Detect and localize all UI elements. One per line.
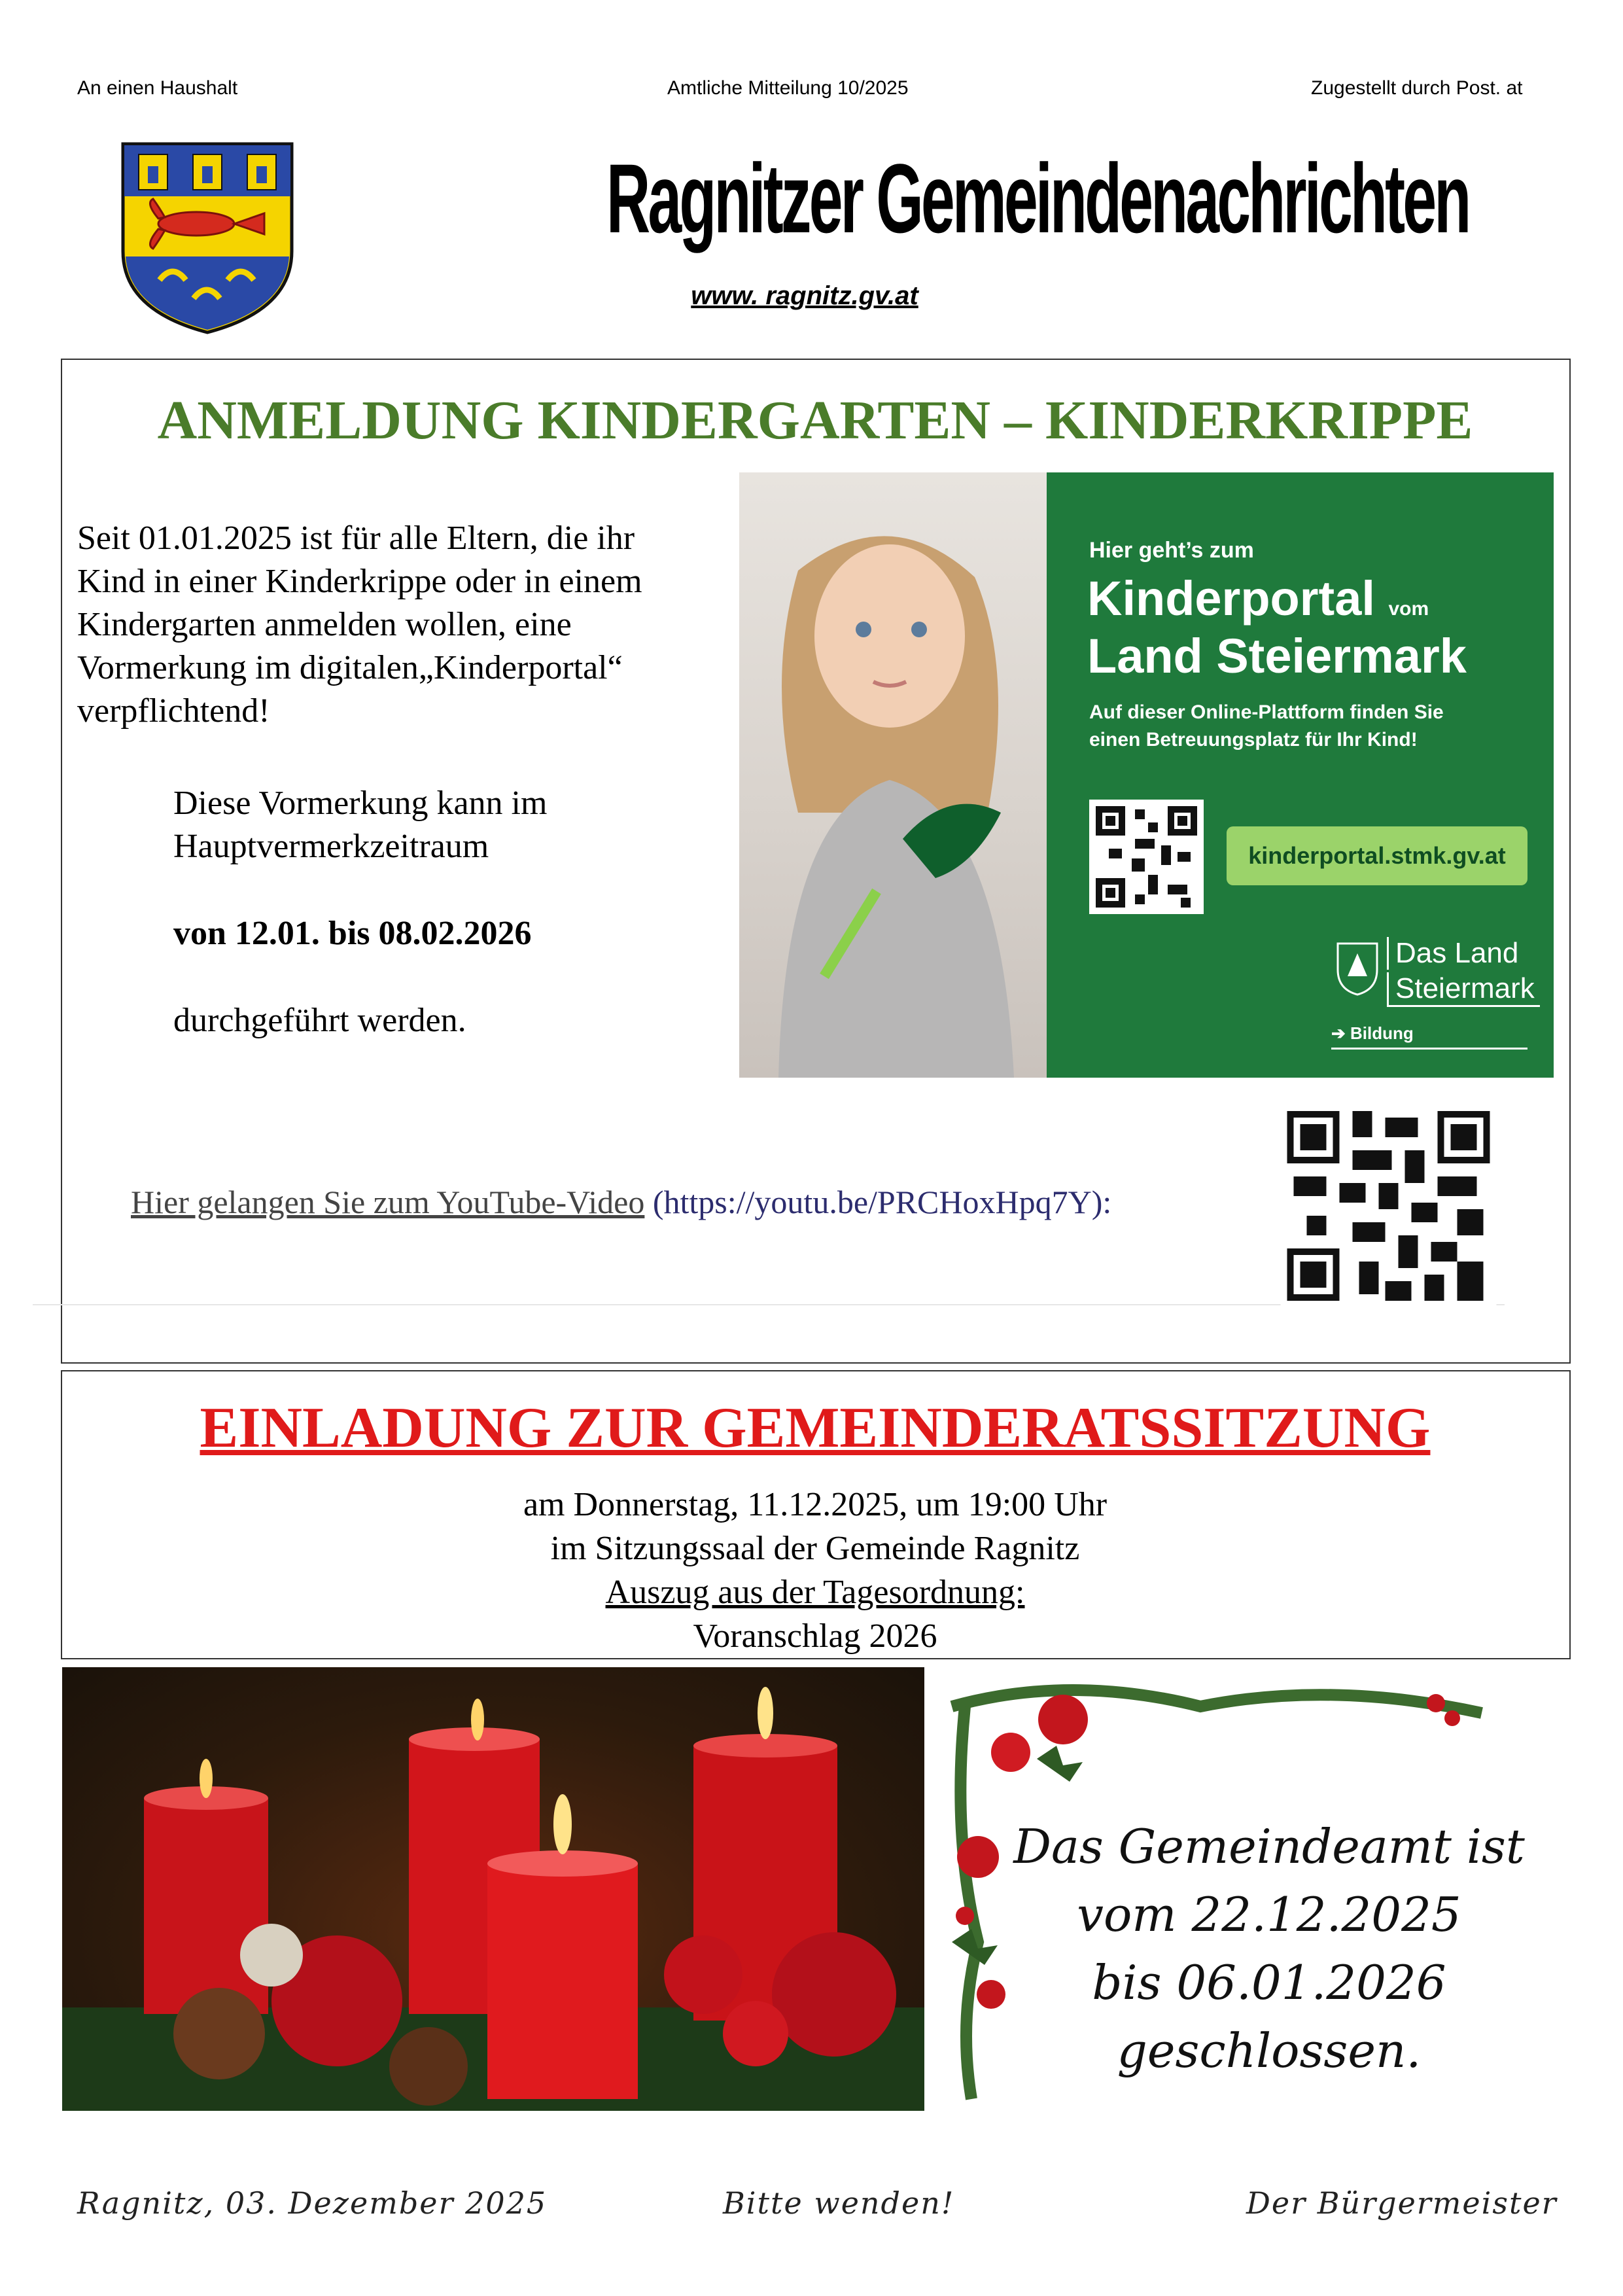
meeting-date: am Donnerstag, 11.12.2025, um 19:00 Uhr bbox=[523, 1486, 1108, 1523]
recipient-note: An einen Haushalt bbox=[77, 77, 238, 99]
closure-line: bis 06.01.2026 bbox=[1092, 1955, 1446, 2010]
intro-line: Kind in einer Kinderkrippe oder in einem bbox=[77, 563, 642, 600]
closure-line: Das Gemeindeamt ist bbox=[1013, 1819, 1525, 1874]
portal-title-line-1 bbox=[1087, 571, 1429, 626]
website-link[interactable]: www. ragnitz.gv.at bbox=[691, 281, 918, 310]
office-closure-notice bbox=[942, 1812, 1596, 2085]
registration-detail: Hauptvermerkzeitraum bbox=[173, 828, 489, 865]
municipal-crest-icon bbox=[119, 140, 296, 336]
intro-line: Vormerkung im digitalen„Kinderportal“ bbox=[77, 649, 623, 686]
styria-coat-of-arms-icon bbox=[1335, 937, 1380, 996]
registration-detail: durchgeführt werden. bbox=[173, 1002, 466, 1039]
portal-kicker: Hier geht’s zum bbox=[1089, 538, 1254, 563]
meeting-location: im Sitzungssaal der Gemeinde Ragnitz bbox=[550, 1530, 1080, 1567]
registration-detail: Diese Vormerkung kann im bbox=[173, 785, 548, 822]
youtube-qr-code-icon[interactable] bbox=[1279, 1104, 1498, 1307]
footer-turn-page: Bitte wenden! bbox=[723, 2185, 955, 2221]
youtube-link[interactable]: Hier gelangen Sie zum YouTube-Video bbox=[131, 1184, 645, 1220]
portal-title: Kinderportal bbox=[1087, 571, 1375, 626]
agenda-item: Voranschlag 2026 bbox=[693, 1617, 937, 1655]
footer-place-date: Ragnitz, 03. Dezember 2025 bbox=[77, 2185, 548, 2221]
brand-line-1: Das Land bbox=[1387, 937, 1518, 970]
child-illustration-icon bbox=[739, 472, 1047, 1078]
newsletter-title: Ragnitzer Gemeindenachrichten bbox=[606, 143, 1469, 253]
portal-subtitle: einen Betreuungsplatz für Ihr Kind! bbox=[1089, 729, 1418, 751]
closure-line: vom 22.12.2025 bbox=[1077, 1887, 1461, 1942]
child-photo bbox=[739, 472, 1047, 1078]
portal-url-button[interactable]: kinderportal.stmk.gv.at bbox=[1227, 826, 1527, 885]
kindergarten-title: ANMELDUNG KINDERGARTEN – KINDERKRIPPE bbox=[157, 390, 1473, 451]
brand-line-3: ➔ Bildung bbox=[1331, 1023, 1527, 1050]
candles-illustration-icon bbox=[62, 1667, 924, 2111]
portal-panel bbox=[1047, 472, 1554, 1078]
kindergarten-intro bbox=[77, 517, 744, 733]
registration-period: von 12.01. bis 08.02.2026 bbox=[173, 915, 532, 952]
brand-line-2: Steiermark bbox=[1387, 972, 1540, 1007]
agenda-heading bbox=[63, 1573, 1567, 1612]
intro-line: Seit 01.01.2025 ist für alle Eltern, die ihr bbox=[77, 520, 635, 557]
youtube-url[interactable]: (https://youtu.be/PRCHoxHpq7Y): bbox=[652, 1184, 1112, 1220]
closure-line: geschlossen. bbox=[1117, 2023, 1422, 2078]
portal-subtitle: Auf dieser Online-Plattform finden Sie bbox=[1089, 701, 1444, 723]
portal-qr-code-icon[interactable] bbox=[1089, 800, 1204, 914]
intro-line: verpflichtend! bbox=[77, 692, 270, 730]
intro-line: Kindergarten anmelden wollen, eine bbox=[77, 606, 572, 643]
footer-signatory: Der Bürgermeister bbox=[1246, 2185, 1558, 2221]
portal-title-line-2: Land Steiermark bbox=[1087, 629, 1467, 683]
agenda-heading-text: Auszug aus der Tagesordnung: bbox=[605, 1574, 1025, 1611]
portal-title-vom: vom bbox=[1388, 598, 1429, 620]
meeting-title: EINLADUNG ZUR GEMEINDERATSSITZUNG bbox=[200, 1396, 1431, 1460]
youtube-line bbox=[131, 1183, 1111, 1221]
bulletin-number: Amtliche Mitteilung 10/2025 bbox=[667, 77, 909, 99]
delivery-note: Zugestellt durch Post. at bbox=[1311, 77, 1523, 99]
kinderportal-banner[interactable] bbox=[739, 472, 1554, 1078]
advent-wreath-photo bbox=[62, 1667, 924, 2111]
